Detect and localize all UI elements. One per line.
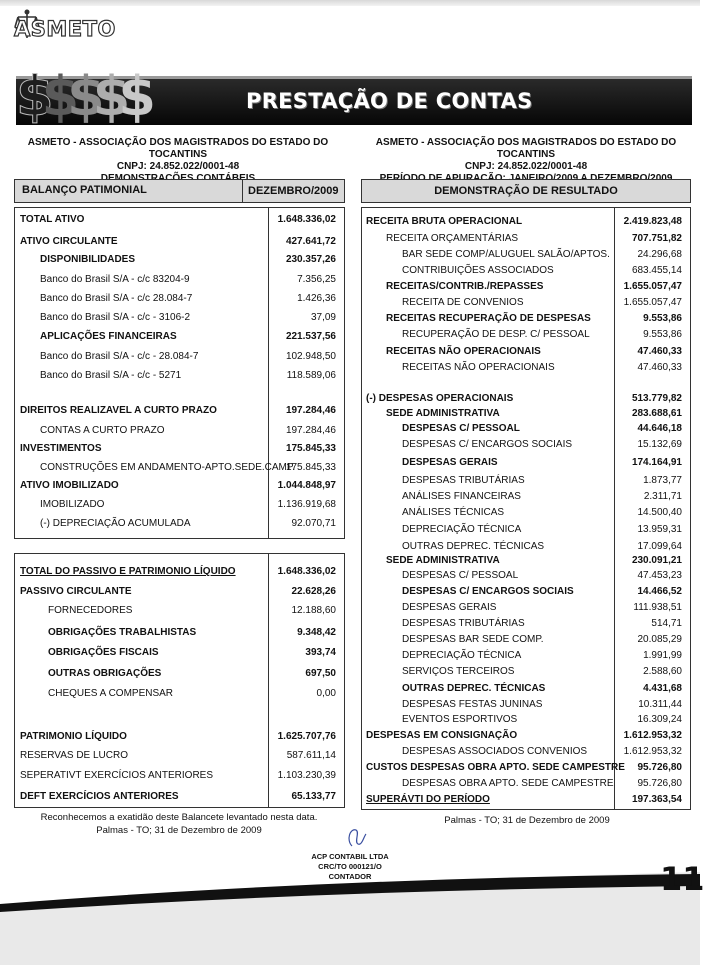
row-label: CONSTRUÇÕES EM ANDAMENTO-APTO.SEDE.CAMP. — [40, 462, 296, 473]
row-label: DESPESAS BAR SEDE COMP. — [402, 634, 544, 645]
row-value: 15.132,69 — [637, 439, 682, 450]
page-title: PRESTAÇÃO DE CONTAS — [246, 89, 533, 113]
row-label: RECEITAS NÃO OPERACIONAIS — [386, 346, 541, 357]
row-value: 197.284,46 — [285, 425, 336, 436]
row-label: Banco do Brasil S/A - c/c - 3106-2 — [40, 312, 191, 323]
left-footnote — [14, 811, 344, 837]
row-label: RESERVAS DE LUCRO — [20, 750, 128, 761]
row-value: 1.612.953,32 — [623, 730, 682, 741]
row-label: OUTRAS DEPREC. TÉCNICAS — [402, 541, 545, 552]
asmeto-logo — [14, 8, 114, 42]
row-value: 1.873,77 — [643, 475, 682, 486]
dollar-signs-decoration: $$$$$ — [16, 65, 144, 128]
row-value: 1.136.919,68 — [277, 499, 336, 510]
row-value: 283.688,61 — [631, 408, 682, 419]
row-value: 1.044.848,97 — [277, 480, 336, 491]
row-value: 47.460,33 — [637, 362, 682, 373]
row-label: DESPESAS C/ ENCARGOS SOCIAIS — [402, 586, 574, 597]
row-value: 230.091,21 — [631, 555, 682, 566]
right-date: Palmas - TO; 31 de Dezembro de 2009 — [444, 815, 610, 826]
page-number: 11 — [660, 860, 705, 898]
row-label: SEDE ADMINISTRATIVA — [386, 555, 500, 566]
row-value: 118.589,06 — [286, 370, 336, 381]
row-label: DISPONIBILIDADES — [40, 254, 136, 265]
row-value: 9.553,86 — [643, 313, 682, 324]
row-label: SEDE ADMINISTRATIVA — [386, 408, 500, 419]
row-value: 13.959,31 — [637, 524, 682, 535]
row-value: 197.363,54 — [631, 794, 682, 805]
row-value: 1.648.336,02 — [277, 214, 336, 225]
row-value: 175.845,33 — [285, 462, 336, 473]
row-value: 10.311,44 — [638, 699, 682, 710]
row-label: TOTAL ATIVO — [20, 214, 85, 225]
accountant-role: CONTADOR — [328, 872, 372, 881]
left-date: Palmas - TO; 31 de Dezembro de 2009 — [96, 825, 262, 836]
row-label: DESPESAS EM CONSIGNAÇÃO — [366, 730, 518, 741]
org-name: ASMETO - ASSOCIAÇÃO DOS MAGISTRADOS DO ESTADO DO TOCANTINS — [27, 137, 329, 160]
row-value: 37,09 — [310, 312, 336, 323]
row-value: 1.648.336,02 — [277, 566, 336, 577]
row-label: DIREITOS REALIZAVEL A CURTO PRAZO — [20, 405, 217, 416]
row-value: 230.357,26 — [285, 254, 336, 265]
row-value: 102.948,50 — [285, 351, 336, 362]
row-label: DESPESAS OBRA APTO. SEDE CAMPESTRE — [402, 778, 614, 789]
row-label: DESPESAS C/ PESSOAL — [402, 423, 520, 434]
row-label: DEFT EXERCÍCIOS ANTERIORES — [20, 791, 179, 802]
row-value: 1.625.707,76 — [277, 731, 336, 742]
row-value: 47.460,33 — [637, 346, 682, 357]
row-label: SERVIÇOS TERCEIROS — [402, 666, 515, 677]
row-value: 65.133,77 — [291, 791, 336, 802]
accountant-firm: ACP CONTABIL LTDA — [311, 852, 389, 861]
row-value: 197.284,46 — [285, 405, 336, 416]
row-value: 513.779,82 — [631, 393, 682, 404]
row-value: 587.611,14 — [286, 750, 336, 761]
row-value: 1.991,99 — [643, 650, 682, 661]
row-value: 707.751,82 — [631, 233, 682, 244]
recognition-text: Reconhecemos a exatidão deste Balancete levantado nesta data. — [40, 812, 318, 823]
row-value: 683.455,14 — [631, 265, 682, 276]
row-label: PASSIVO CIRCULANTE — [20, 586, 132, 597]
cnpj-right: CNPJ: 24.852.022/0001-48 — [464, 161, 588, 172]
row-label: ATIVO CIRCULANTE — [20, 236, 118, 247]
row-label: RECUPERAÇÃO DE DESP. C/ PESSOAL — [402, 329, 590, 340]
row-value: 1.103.230,39 — [277, 770, 336, 781]
row-label: DEPRECIAÇÃO TÉCNICA — [402, 524, 522, 535]
row-label: OUTRAS OBRIGAÇÕES — [48, 668, 162, 679]
row-value: 221.537,56 — [285, 331, 336, 342]
row-label: CHEQUES A COMPENSAR — [48, 688, 174, 699]
row-label: Banco do Brasil S/A - c/c - 5271 — [40, 370, 182, 381]
row-label: (-) DEPRECIAÇÃO ACUMULADA — [40, 518, 191, 529]
row-value: 1.426,36 — [297, 293, 336, 304]
row-value: 9.553,86 — [643, 329, 682, 340]
row-label: ATIVO IMOBILIZADO — [20, 480, 119, 491]
balance-sheet-period: DEZEMBRO/2009 — [248, 185, 339, 197]
row-label: PATRIMONIO LÍQUIDO — [20, 731, 127, 742]
bottom-wave-decoration — [0, 872, 700, 965]
row-value: 4.431,68 — [643, 683, 682, 694]
row-value: 111.938,51 — [633, 602, 682, 613]
row-value: 20.085,29 — [637, 634, 682, 645]
row-value: 514,71 — [651, 618, 682, 629]
row-value: 47.453,23 — [637, 570, 682, 581]
row-label: FORNECEDORES — [48, 605, 133, 616]
row-label: DEPRECIAÇÃO TÉCNICA — [402, 650, 522, 661]
row-label: RECEITA BRUTA OPERACIONAL — [366, 216, 523, 227]
row-label: RECEITAS/CONTRIB./REPASSES — [386, 281, 544, 292]
org-name-right: ASMETO - ASSOCIAÇÃO DOS MAGISTRADOS DO ESTADO DO TOCANTINS — [375, 137, 677, 160]
row-value: 2.419.823,48 — [623, 216, 682, 227]
top-decoration — [0, 0, 700, 6]
row-label: DESPESAS TRIBUTÁRIAS — [402, 475, 525, 486]
right-footnote — [362, 814, 692, 827]
row-value: 24.296,68 — [637, 249, 682, 260]
row-value: 12.188,60 — [291, 605, 336, 616]
signature-mark — [344, 826, 370, 850]
logo-text: ASMETO — [14, 17, 116, 41]
row-value: 174.164,91 — [631, 457, 682, 468]
row-label: OBRIGAÇÕES TRABALHISTAS — [48, 627, 197, 638]
row-label: DESPESAS ASSOCIADOS CONVENIOS — [402, 746, 588, 757]
row-label: CONTRIBUIÇÕES ASSOCIADOS — [402, 265, 554, 276]
row-label: SUPERÁVTI DO PERÍODO — [366, 794, 490, 805]
row-value: 1.655.057,47 — [623, 297, 682, 308]
row-label: DESPESAS GERAIS — [402, 457, 498, 468]
row-value: 17.099,64 — [637, 541, 682, 552]
row-label: Banco do Brasil S/A - c/c 83204-9 — [40, 274, 190, 285]
row-value: 9.348,42 — [297, 627, 336, 638]
row-label: EVENTOS ESPORTIVOS — [402, 714, 518, 725]
row-label: RECEITAS RECUPERAÇÃO DE DESPESAS — [386, 313, 591, 324]
row-label: IMOBILIZADO — [40, 499, 105, 510]
row-label: RECEITA ORÇAMENTÁRIAS — [386, 233, 519, 244]
income-statement-title: DEMONSTRAÇÃO DE RESULTADO — [434, 185, 618, 197]
row-label: INVESTIMENTOS — [20, 443, 102, 454]
row-label: Banco do Brasil S/A - c/c - 28.084-7 — [40, 351, 199, 362]
row-value: 7.356,25 — [297, 274, 336, 285]
row-value: 16.309,24 — [637, 714, 682, 725]
row-label: ANÁLISES TÉCNICAS — [402, 507, 505, 518]
row-value: 95.726,80 — [637, 778, 682, 789]
row-label: SEPERATIVT EXERCÍCIOS ANTERIORES — [20, 770, 214, 781]
row-label: TOTAL DO PASSIVO E PATRIMONIO LÍQUIDO — [20, 566, 236, 577]
row-value: 14.466,52 — [637, 586, 682, 597]
row-label: Banco do Brasil S/A - c/c 28.084-7 — [40, 293, 193, 304]
row-label: RECEITAS NÃO OPERACIONAIS — [402, 362, 555, 373]
row-label: APLICAÇÕES FINANCEIRAS — [40, 331, 177, 342]
row-label: ANÁLISES FINANCEIRAS — [402, 491, 521, 502]
row-label: CUSTOS DESPESAS OBRA APTO. SEDE CAMPESTRE — [366, 762, 625, 773]
row-value: 95.726,80 — [637, 762, 682, 773]
row-value: 393,74 — [305, 647, 336, 658]
left-header — [10, 137, 346, 185]
balance-sheet-title: BALANÇO PATIMONIAL — [22, 184, 147, 196]
row-label: DESPESAS FESTAS JUNINAS — [402, 699, 543, 710]
right-header — [358, 137, 694, 185]
row-label: DESPESAS C/ ENCARGOS SOCIAIS — [402, 439, 573, 450]
row-value: 697,50 — [305, 668, 336, 679]
row-value: 44.646,18 — [637, 423, 682, 434]
row-label: OBRIGAÇÕES FISCAIS — [48, 647, 159, 658]
row-label: DESPESAS GERAIS — [402, 602, 497, 613]
row-label: (-) DESPESAS OPERACIONAIS — [366, 393, 514, 404]
row-label: RECEITA DE CONVENIOS — [402, 297, 524, 308]
row-value: 2.311,71 — [643, 491, 682, 502]
row-value: 0,00 — [316, 688, 336, 699]
row-value: 92.070,71 — [291, 518, 336, 529]
row-value: 1.612.953,32 — [623, 746, 682, 757]
row-label: DESPESAS C/ PESSOAL — [402, 570, 519, 581]
row-value: 175.845,33 — [285, 443, 336, 454]
row-value: 22.628,26 — [291, 586, 336, 597]
row-label: DESPESAS TRIBUTÁRIAS — [402, 618, 525, 629]
row-label: BAR SEDE COMP/ALUGUEL SALÃO/APTOS. — [402, 249, 610, 260]
row-value: 1.655.057,47 — [623, 281, 682, 292]
row-label: CONTAS A CURTO PRAZO — [40, 425, 165, 436]
row-label: OUTRAS DEPREC. TÉCNICAS — [402, 683, 546, 694]
row-value: 427.641,72 — [285, 236, 336, 247]
cnpj: CNPJ: 24.852.022/0001-48 — [116, 161, 240, 172]
accountant-crc: CRC/TO 000121/O — [318, 862, 382, 871]
row-value: 14.500,40 — [637, 507, 682, 518]
row-value: 2.588,60 — [643, 666, 682, 677]
